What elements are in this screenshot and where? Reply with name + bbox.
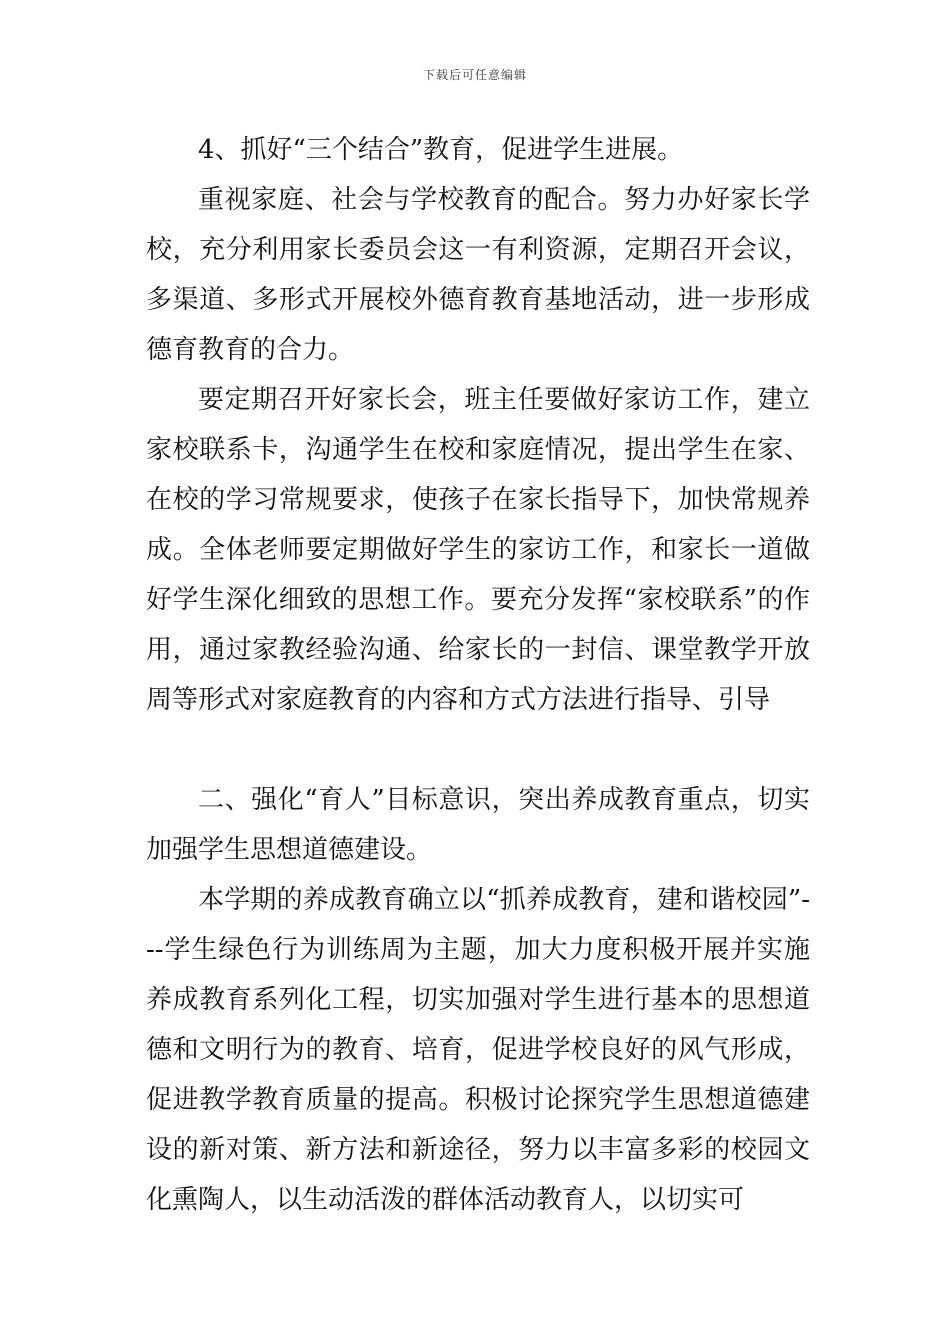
paragraph-family-school-cooperation: 重视家庭、社会与学校教育的配合。努力办好家长学校，充分利用家长委员会这一有利资源，定期召开会议，多渠道、多形式开展校外德育教育基地活动，进一步形成德育教育的合力。 — [146, 185, 810, 365]
page-header: 下载后可任意编辑 — [422, 68, 527, 82]
document-body — [146, 125, 810, 1225]
paragraph-habit-education: 本学期的养成教育确立以“抓养成教育，建和谐校园”---学生绿色行为训练周为主题，加大力度积极开展并实施养成教育系列化工程，切实加强对学生进行基本的思想道德和文明行为的教育、培育，促进学校良好的风气形成，促进教学教育质量的提高。积极讨论探究学生思想道德建设的新对策、新方法和新途径，努力以丰富多彩的校园文化熏陶人，以生动活泼的群体活动教育人，以切实可 — [146, 885, 810, 1215]
paragraph-heading-4: 4、抓好“三个结合”教育，促进学生进展。 — [198, 135, 684, 165]
section-heading-2: 二、强化“育人”目标意识，突出养成教育重点，切实加强学生思想道德建设。 — [146, 785, 810, 865]
paragraph-parent-meetings: 要定期召开好家长会，班主任要做好家访工作，建立家校联系卡，沟通学生在校和家庭情况，提出学生在家、在校的学习常规要求，使孩子在家长指导下，加快常规养成。全体老师要定期做好学生的家访工作，和家长一道做好学生深化细致的思想工作。要充分发挥“家校联系”的作用，通过家教经验沟通、给家长的一封信、课堂教学开放周等形式对家庭教育的内容和方式方法进行指导、引导 — [146, 385, 810, 715]
paragraph-gap — [146, 725, 810, 775]
